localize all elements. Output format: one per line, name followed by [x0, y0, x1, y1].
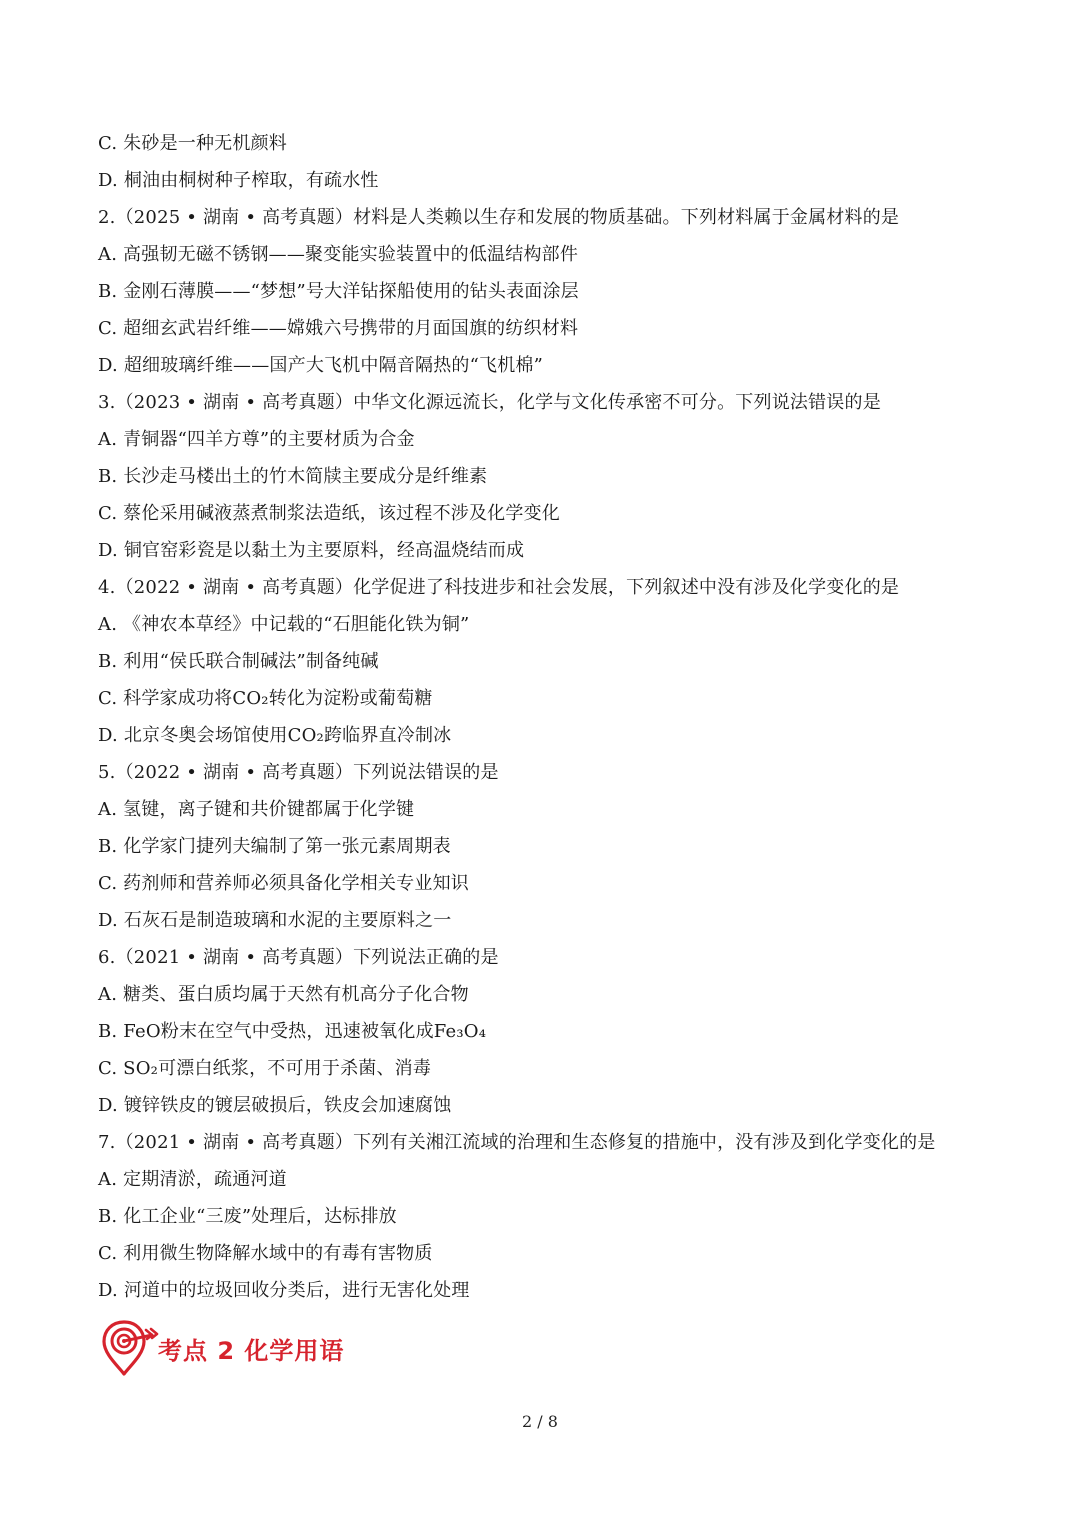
question-stem: 3.（2023 • 湖南 • 高考真题）中华文化源远流长，化学与文化传承密不可分。下列说法错误的是: [98, 392, 881, 413]
option-line: B. 金刚石薄膜——“梦想”号大洋钻探船使用的钻头表面涂层: [98, 281, 579, 302]
section-title: 考点 2 化学用语: [158, 1336, 345, 1365]
option-line: C. 超细玄武岩纤维——嫦娥六号携带的月面国旗的纺织材料: [98, 318, 579, 339]
option-line: C. 药剂师和营养师必须具备化学相关专业知识: [98, 873, 469, 894]
option-line: C. 蔡伦采用碱液蒸煮制浆法造纸，该过程不涉及化学变化: [98, 503, 560, 524]
option-line: D. 镀锌铁皮的镀层破损后，铁皮会加速腐蚀: [98, 1095, 452, 1116]
option-line: B. 化工企业“三废”处理后，达标排放: [98, 1206, 397, 1227]
option-line: B. 长沙走马楼出土的竹木简牍主要成分是纤维素: [98, 466, 488, 487]
option-line: B. FeO粉末在空气中受热，迅速被氧化成Fe₃O₄: [98, 1021, 487, 1042]
option-line: C. SO₂可漂白纸浆，不可用于杀菌、消毒: [98, 1058, 432, 1079]
question-list: [98, 125, 998, 1309]
option-line: A. 氢键，离子键和共价键都属于化学键: [98, 799, 415, 820]
option-line: C. 科学家成功将CO₂转化为淀粉或葡萄糖: [98, 688, 433, 709]
option-line: D. 北京冬奥会场馆使用CO₂跨临界直冷制冰: [98, 725, 452, 746]
option-line: A. 糖类、蛋白质均属于天然有机高分子化合物: [98, 984, 469, 1005]
question-stem: 7.（2021 • 湖南 • 高考真题）下列有关湘江流域的治理和生态修复的措施中，没有涉及到化学变化的是: [98, 1132, 936, 1153]
option-line: D. 河道中的垃圾回收分类后，进行无害化处理: [98, 1280, 470, 1301]
question-stem: 6.（2021 • 湖南 • 高考真题）下列说法正确的是: [98, 947, 499, 968]
question-stem: 5.（2022 • 湖南 • 高考真题）下列说法错误的是: [98, 762, 499, 783]
target-pin-icon: [100, 1318, 160, 1378]
option-line: A. 定期清淤，疏通河道: [98, 1169, 287, 1190]
option-line: A. 青铜器“四羊方尊”的主要材质为合金: [98, 429, 415, 450]
option-line: D. 超细玻璃纤维——国产大飞机中隔音隔热的“飞机棉”: [98, 355, 544, 376]
option-line: A. 高强韧无磁不锈钢——聚变能实验装置中的低温结构部件: [98, 244, 579, 265]
page-number: 2 / 8: [522, 1412, 558, 1431]
option-line: D. 铜官窑彩瓷是以黏土为主要原料，经高温烧结而成: [98, 540, 525, 561]
question-stem: 4.（2022 • 湖南 • 高考真题）化学促进了科技进步和社会发展，下列叙述中没有涉及化学变化的是: [98, 577, 900, 598]
option-line: D. 石灰石是制造玻璃和水泥的主要原料之一: [98, 910, 452, 931]
option-line: C. 朱砂是一种无机颜料: [98, 133, 287, 154]
option-line: A. 《神农本草经》中记载的“石胆能化铁为铜”: [98, 614, 470, 635]
section-heading: [100, 1318, 344, 1378]
option-line: D. 桐油由桐树种子榨取，有疏水性: [98, 170, 379, 191]
question-stem: 2.（2025 • 湖南 • 高考真题）材料是人类赖以生存和发展的物质基础。下列材料属于金属材料的是: [98, 207, 900, 228]
option-line: B. 利用“侯氏联合制碱法”制备纯碱: [98, 651, 379, 672]
option-line: C. 利用微生物降解水域中的有毒有害物质: [98, 1243, 433, 1264]
option-line: B. 化学家门捷列夫编制了第一张元素周期表: [98, 836, 451, 857]
